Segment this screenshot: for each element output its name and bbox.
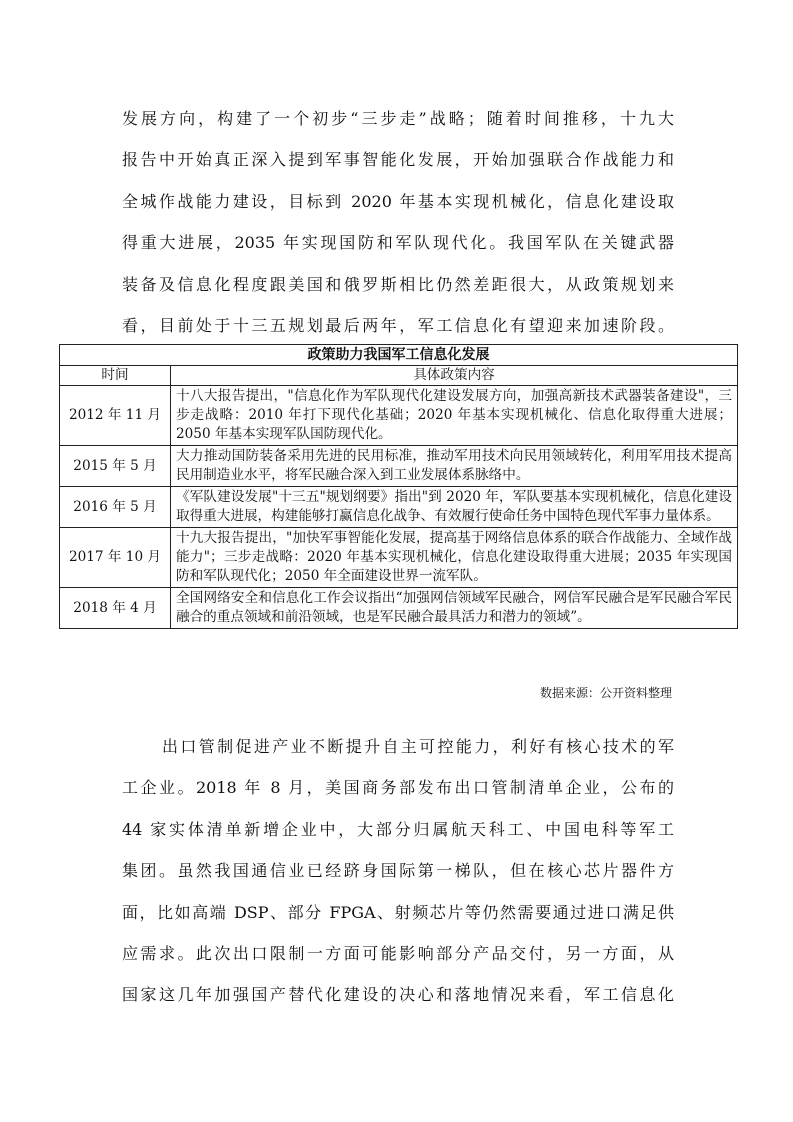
policy-table: [59, 344, 738, 629]
row-date: 2018 年 4 月: [60, 588, 171, 629]
text-line: 发展方向，构建了一个初步“三步走”战略；随着时间推移，十九大: [122, 109, 674, 128]
table-title: 政策助力我国军工信息化发展: [60, 345, 738, 366]
text-line: 集团。虽然我国通信业已经跻身国际第一梯队，但在核心芯片器件方: [122, 861, 674, 881]
table-title-row: [60, 345, 738, 366]
text-line: 面，比如高端 DSP、部分 FPGA、射频芯片等仍然需要通过进口满足供: [122, 902, 674, 922]
table-row: [60, 446, 738, 487]
text-line: 得重大进展，2035 年实现国防和军队现代化。我国军队在关键武器: [122, 233, 674, 253]
row-content: 十九大报告提出，"加快军事智能化发展，提高基于网络信息体系的联合作战能力、全域作战能力"；三步走战略：2020 年基本实现机械化，信息化建设取得重大进展；2035 年实现国防和军队现代化；2050 年全面建设世界一流军队。: [171, 528, 738, 588]
text-line: 出口管制促进产业不断提升自主可控能力，利好有核心技术的军: [162, 737, 674, 756]
row-date: 2016 年 5 月: [60, 487, 171, 528]
table-header-row: [60, 366, 738, 386]
text-line: 装备及信息化程度跟美国和俄罗斯相比仍然差距很大，从政策规划来: [122, 274, 674, 294]
table-source-note: 数据来源：公开资料整理: [539, 686, 672, 700]
column-header-content: 具体政策内容: [171, 366, 738, 386]
row-content: 十八大报告提出，"信息化作为军队现代化建设发展方向，加强高新技术武器装备建设"，三步走战略：2010 年打下现代化基础；2020 年基本实现机械化、信息化取得重大进展；2050 年基本实现军队国防现代化。: [171, 386, 738, 446]
table-row: [60, 386, 738, 446]
table-row: [60, 528, 738, 588]
row-content: 全国网络安全和信息化工作会议指出“加强网信领域军民融合，网信军民融合是军民融合军民融合的重点领域和前沿领域，也是军民融合最具活力和潜力的领域”。: [171, 588, 738, 629]
column-header-time: 时间: [60, 366, 171, 386]
text-line: 国家这几年加强国产替代化建设的决心和落地情况来看，军工信息化: [122, 985, 674, 1005]
body-paragraph-2: [122, 726, 674, 1016]
text-line: 工企业。2018 年 8 月，美国商务部发布出口管制清单企业，公布的: [122, 778, 674, 798]
table-row: [60, 588, 738, 629]
table-row: [60, 487, 738, 528]
text-line: 全城作战能力建设，目标到 2020 年基本实现机械化，信息化建设取: [122, 191, 674, 211]
text-line: 看，目前处于十三五规划最后两年，军工信息化有望迎来加速阶段。: [122, 316, 674, 336]
row-date: 2015 年 5 月: [60, 446, 171, 487]
body-paragraph-1: [122, 98, 674, 346]
row-content: 大力推动国防装备采用先进的民用标准，推动军用技术向民用领域转化，利用军用技术提高民用制造业水平，将军民融合深入到工业发展体系脉络中。: [171, 446, 738, 487]
row-content: 《军队建设发展"十三五"规划纲要》指出"到 2020 年，军队要基本实现机械化，信息化建设取得重大进展，构建能够打赢信息化战争、有效履行使命任务中国特色现代军事力量体系。: [171, 487, 738, 528]
row-date: 2012 年 11 月: [60, 386, 171, 446]
text-line: 报告中开始真正深入提到军事智能化发展，开始加强联合作战能力和: [122, 150, 674, 170]
text-line: 应需求。此次出口限制一方面可能影响部分产品交付，另一方面，从: [122, 944, 674, 964]
text-line: 44 家实体清单新增企业中，大部分归属航天科工、中国电科等军工: [122, 819, 674, 839]
row-date: 2017 年 10 月: [60, 528, 171, 588]
